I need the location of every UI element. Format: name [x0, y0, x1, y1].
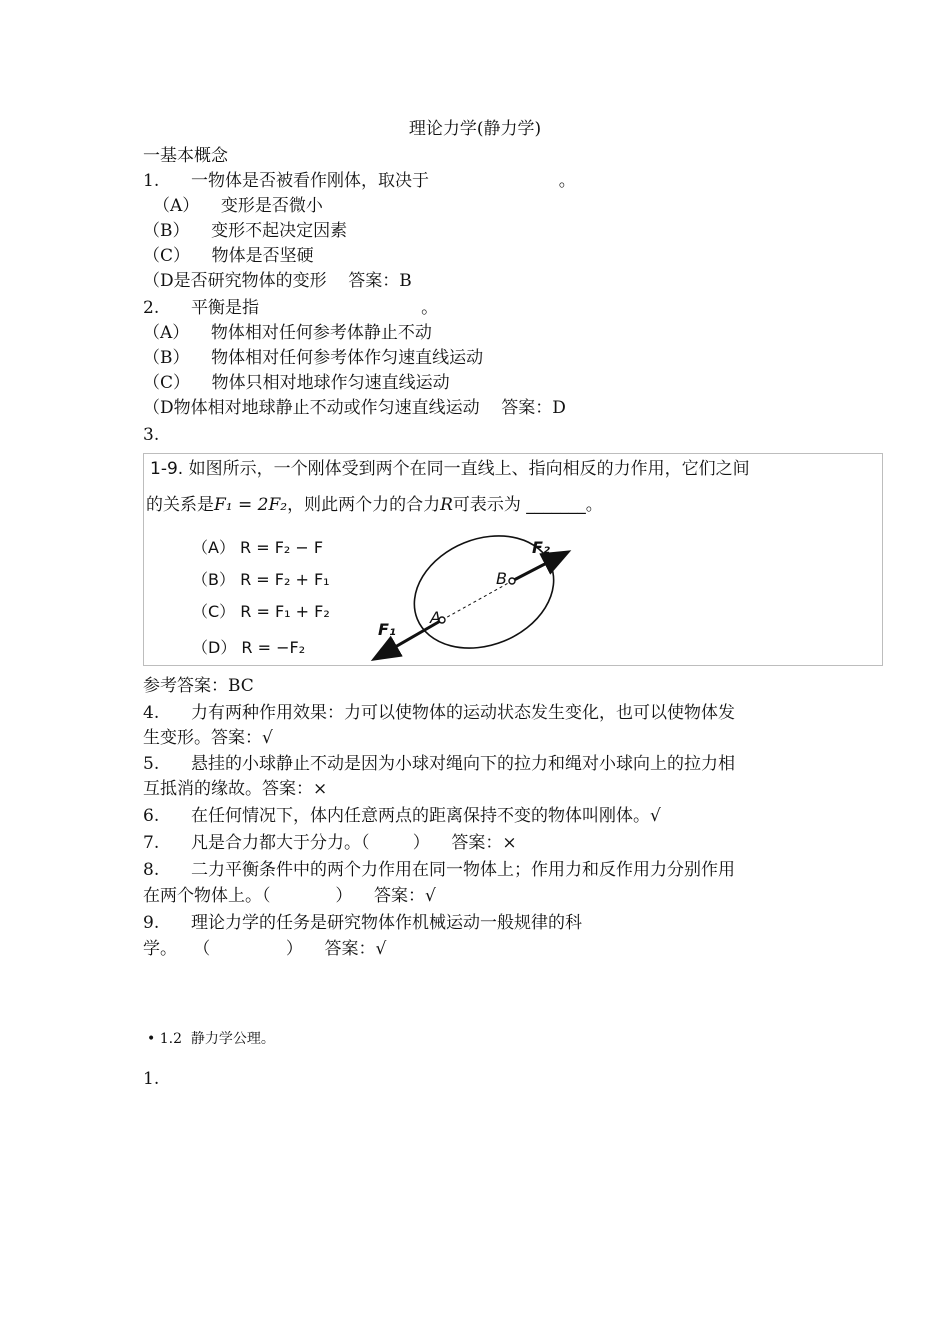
section-2-question-1-number: 1.: [143, 1069, 160, 1089]
question-text: 力有两种作用效果：力可以使物体的运动状态发生变化，也可以使物体发: [191, 703, 735, 723]
point-b: [509, 578, 515, 584]
resultant-symbol: R: [440, 495, 453, 515]
figure-text: 的关系是: [146, 495, 214, 515]
document-title: 理论力学(静力学): [408, 119, 542, 139]
question-2-option-d-answer: （D物体相对地球静止不动或作匀速直线运动 答案：D: [143, 398, 566, 418]
question-7: [143, 832, 517, 854]
question-4-line-2: 生变形。答案：√: [143, 728, 273, 748]
section-heading-statics-axioms: • 1.2 静力学公理。: [147, 1031, 275, 1047]
question-text: 在任何情况下，体内任意两点的距离保持不变的物体叫刚体。√: [191, 806, 661, 826]
figure-option-d: （D） R = −F₂: [192, 638, 306, 657]
question-5-line-2: 互抵消的缘故。答案：×: [143, 779, 328, 799]
question-6: [143, 805, 661, 827]
question-1-stem: [143, 170, 576, 192]
figure-option-c: （C） R = F₁ + F₂: [192, 602, 330, 621]
question-text: 二力平衡条件中的两个力作用在同一物体上；作用力和反作用力分别作用: [191, 860, 735, 880]
section-heading-basic-concepts: 一基本概念: [143, 146, 228, 166]
rigid-body-diagram: [144, 454, 884, 667]
question-number: 8.: [143, 860, 160, 880]
question-2-option-c: （C） 物体只相对地球作匀速直线运动: [143, 373, 450, 393]
question-8-line-2: 在两个物体上。（ ） 答案：√: [143, 886, 436, 906]
question-9-line-1: [143, 912, 582, 934]
question-number: 2.: [143, 298, 160, 318]
question-9-line-2: 学。 （ ） 答案：√: [143, 939, 387, 959]
question-1-option-c: （C） 物体是否坚硬: [143, 246, 314, 266]
point-b-label: B: [496, 569, 507, 588]
question-text: 一物体是否被看作刚体，取决于 。: [191, 171, 576, 191]
question-1-option-b: （B） 变形不起决定因素: [143, 221, 348, 241]
force-f1-label: F₁: [378, 620, 396, 639]
figure-option-b: （B） R = F₂ + F₁: [192, 570, 330, 589]
question-number: 6.: [143, 806, 160, 826]
question-2-option-a: （A） 物体相对任何参考体静止不动: [143, 323, 432, 343]
question-number: 5.: [143, 754, 160, 774]
figure-option-a: （A） R = F₂ − F: [192, 538, 324, 557]
question-number: 9.: [143, 913, 160, 933]
question-3-number: 3.: [143, 425, 160, 445]
question-number: 4.: [143, 703, 160, 723]
question-number: 7.: [143, 833, 160, 853]
point-a-label: A: [430, 608, 441, 627]
question-text: 平衡是指 。: [191, 298, 439, 318]
figure-question-line-1: 1-9. 如图所示，一个刚体受到两个在同一直线上、指向相反的力作用，它们之间: [150, 459, 750, 479]
question-2-stem: [143, 297, 438, 319]
figure-text: ，则此两个力的合力: [287, 495, 441, 515]
force-f2-label: F₂: [532, 538, 550, 557]
question-4-line-1: [143, 702, 735, 724]
question-text: 理论力学的任务是研究物体作机械运动一般规律的科: [191, 913, 582, 933]
question-3-figure: [143, 453, 883, 666]
question-2-option-b: （B） 物体相对任何参考体作匀速直线运动: [143, 348, 484, 368]
question-number: 1.: [143, 171, 160, 191]
question-text: 悬挂的小球静止不动是因为小球对绳向下的拉力和绳对小球向上的拉力相: [191, 754, 735, 774]
relation-equation: F₁ = 2F₂: [214, 495, 288, 515]
question-3-answer: 参考答案：BC: [143, 676, 254, 696]
question-1-option-a: （A） 变形是否微小: [153, 196, 323, 216]
question-text: 凡是合力都大于分力。（ ） 答案：×: [191, 833, 517, 853]
question-5-line-1: [143, 753, 735, 775]
figure-text: 可表示为 _______。: [452, 495, 603, 515]
question-8-line-1: [143, 859, 735, 881]
question-1-option-d-answer: （D是否研究物体的变形 答案：B: [143, 271, 412, 291]
